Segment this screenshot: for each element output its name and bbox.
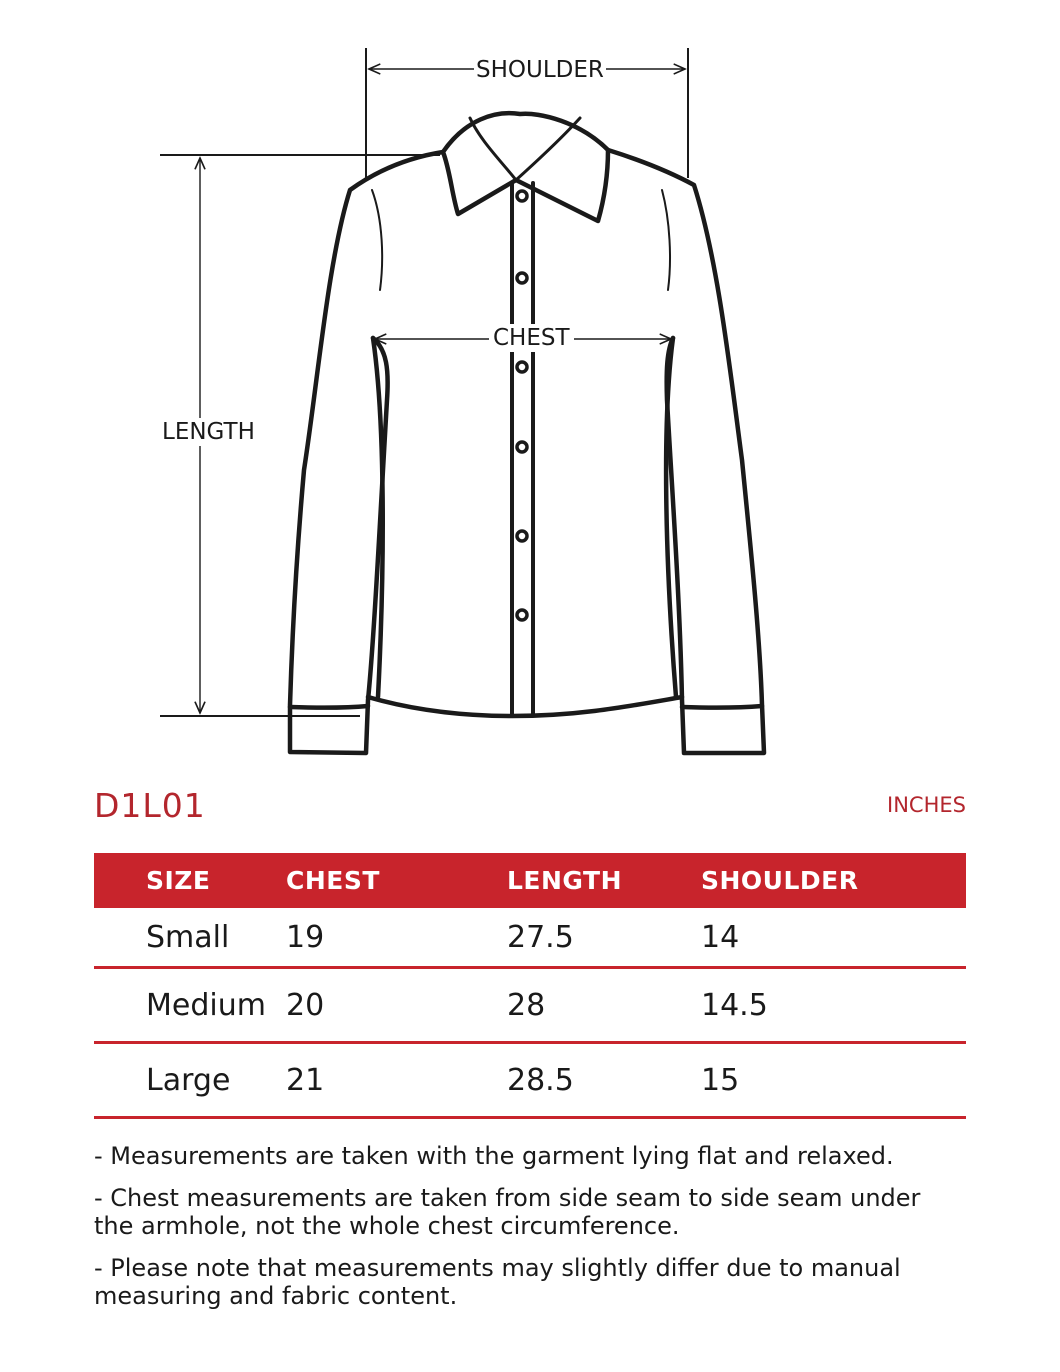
product-code: D1L01 (94, 786, 206, 825)
table-row (94, 968, 966, 1043)
cell-length: 28 (507, 968, 701, 1043)
header-length: LENGTH (507, 853, 701, 908)
chest-label: CHEST (489, 324, 574, 352)
cell-shoulder: 14.5 (701, 968, 966, 1043)
note-item: - Measurements are taken with the garment lying flat and relaxed. (94, 1142, 894, 1170)
cell-shoulder: 14 (701, 908, 966, 968)
cell-size: Large (94, 1043, 286, 1118)
cell-chest: 19 (286, 908, 507, 968)
unit-label: INCHES (887, 793, 966, 817)
table-row (94, 908, 966, 968)
length-label: LENGTH (162, 419, 255, 445)
header-chest: CHEST (286, 853, 507, 908)
shirt-buttons (517, 191, 527, 620)
header-size: SIZE (94, 853, 286, 908)
cell-chest: 20 (286, 968, 507, 1043)
table-row (94, 1043, 966, 1118)
header-shoulder: SHOULDER (701, 853, 966, 908)
cell-size: Small (94, 908, 286, 968)
note-item: - Chest measurements are taken from side seam to side seam under the armhole, not the whole chest circumference. (94, 1184, 921, 1240)
note-item: - Please note that measurements may slightly differ due to manual measuring and fabric content. (94, 1254, 901, 1310)
table-header-row (94, 853, 966, 908)
cell-length: 28.5 (507, 1043, 701, 1118)
measurement-notes (94, 1142, 974, 1324)
cell-shoulder: 15 (701, 1043, 966, 1118)
shoulder-label: SHOULDER (476, 57, 604, 83)
cell-size: Medium (94, 968, 286, 1043)
size-chart-table (94, 853, 966, 1119)
cell-length: 27.5 (507, 908, 701, 968)
shirt-outline (290, 113, 764, 753)
cell-chest: 21 (286, 1043, 507, 1118)
